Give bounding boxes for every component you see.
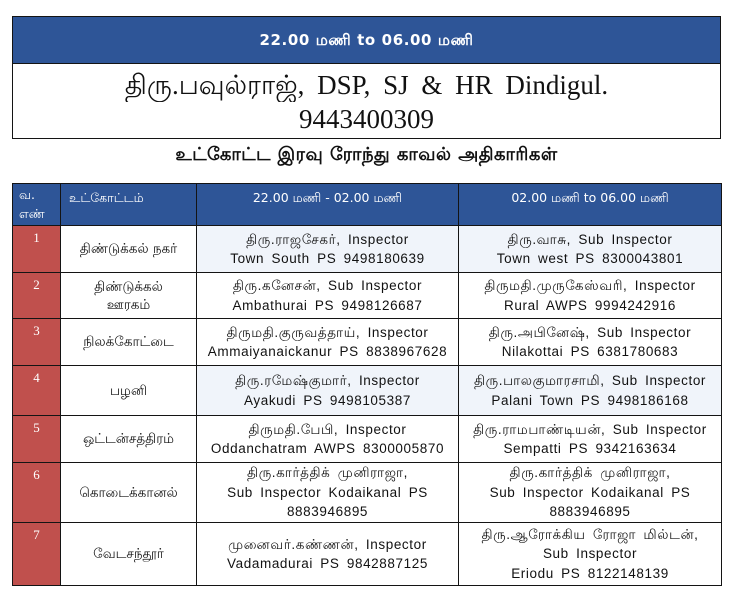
subdivision-name: வேடசந்தூர் <box>93 546 164 562</box>
officer-name-line: திருமதி.குருவத்தாய், Inspector <box>226 324 429 340</box>
table-row <box>13 416 722 463</box>
shift-banner <box>12 16 721 139</box>
shift-1-officer-cell <box>197 226 459 273</box>
shift-2-officer-cell <box>459 416 722 463</box>
serial-number: 2 <box>33 277 40 292</box>
officer-name-line: திரு.ராஜசேகர், Inspector <box>246 231 409 247</box>
officer-name-line: திரு.ரமேஷ்குமார், Inspector <box>235 373 420 388</box>
serial-number-cell <box>13 273 61 319</box>
officer-name-line: திரு.ராமபாண்டியன், Sub Inspector <box>473 421 707 437</box>
officer-station-line: Ayakudi PS 9498105387 <box>244 392 411 408</box>
subdivision-cell <box>61 416 197 463</box>
serial-number-cell <box>13 226 61 273</box>
officer-station-line: Oddanchatram AWPS 8300005870 <box>210 441 445 456</box>
officer-name-line: திருமதி.முருகேஸ்வரி, Inspector <box>484 278 696 293</box>
serial-number-cell <box>13 366 61 416</box>
shift-2-officer-cell <box>459 463 722 523</box>
officer-station-line: Vadamadurai PS 9842887125 <box>227 556 428 571</box>
officer-station-line: Rural AWPS 9994242916 <box>504 297 676 313</box>
banner-officer-box <box>13 64 720 138</box>
serial-number: 6 <box>33 467 40 482</box>
subdivision-name: நிலக்கோட்டை <box>83 334 174 350</box>
table-header-row <box>13 184 722 226</box>
officer-station-line: Ammaiyanaickanur PS 8838967628 <box>207 344 448 359</box>
serial-number: 4 <box>33 370 40 385</box>
officer-station-line: Sub Inspector Kodaikanal PS <box>489 484 691 500</box>
serial-number: 3 <box>33 323 40 338</box>
header-shift-1: 22.00 மணி - 02.00 மணி <box>197 184 459 226</box>
serial-number: 1 <box>33 230 40 245</box>
table-row <box>13 523 722 586</box>
subdivision-cell <box>61 273 197 319</box>
officer-station-line: Sub Inspector Kodaikanal PS <box>227 484 428 500</box>
subdivision-cell <box>61 523 197 586</box>
header-serial-line: எண் <box>19 206 45 221</box>
table-row <box>13 273 722 319</box>
shift-1-officer-cell <box>197 523 459 586</box>
officer-name-line: திரு.அபினேஷ், Sub Inspector <box>488 324 692 340</box>
subdivision-cell <box>61 319 197 366</box>
officer-station-line: Town South PS 9498180639 <box>230 251 425 266</box>
officers-table <box>12 183 722 586</box>
header-serial-line: வ. <box>19 187 35 202</box>
officer-phone-line: 8883946895 <box>549 504 631 520</box>
table-row <box>13 319 722 366</box>
shift-2-officer-cell <box>459 366 722 416</box>
officer-station-line: Ambathurai PS 9498126687 <box>232 297 423 313</box>
page-heading: உட்கோட்ட இரவு ரோந்து காவல் அதிகாரிகள் <box>175 144 558 165</box>
officer-station-line: Palani Town PS 9498186168 <box>491 392 689 408</box>
header-serial-no <box>13 184 61 226</box>
shift-2-officer-cell <box>459 273 722 319</box>
officer-rank-line: Sub Inspector <box>542 546 638 562</box>
shift-1-officer-cell <box>197 416 459 463</box>
header-shift-2: 02.00 மணி to 06.00 மணி <box>459 184 722 226</box>
officer-station-line: Nilakottai PS 6381780683 <box>501 344 679 359</box>
serial-number-cell <box>13 319 61 366</box>
shift-1-officer-cell <box>197 463 459 523</box>
shift-2-officer-cell <box>459 319 722 366</box>
serial-number-cell <box>13 523 61 586</box>
shift-2-officer-cell <box>459 226 722 273</box>
subdivision-name: திண்டுக்கல் நகர் <box>79 241 178 257</box>
officer-name-line: திரு.கார்த்திக் முனிராஜா, <box>509 465 671 481</box>
shift-2-officer-cell <box>459 523 722 586</box>
table-header <box>13 184 722 226</box>
banner-officer-name: திரு.பவுல்ராஜ், DSP, SJ & HR Dindigul. <box>124 70 609 100</box>
shift-1-officer-cell <box>197 319 459 366</box>
table-row <box>13 366 722 416</box>
subdivision-name: ஒட்டன்சத்திரம் <box>82 431 175 447</box>
subdivision-cell <box>61 463 197 523</box>
officer-station-line: Sempatti PS 9342163634 <box>503 441 677 456</box>
table-row <box>13 226 722 273</box>
shift-1-officer-cell <box>197 366 459 416</box>
officer-name-line: திரு.கார்த்திக் முனிராஜா, <box>247 465 408 481</box>
subdivision-name: பழனி <box>109 382 148 399</box>
officer-name-line: திரு.கனேசன், Sub Inspector <box>232 278 423 293</box>
serial-number-cell <box>13 463 61 523</box>
table-body <box>13 226 722 586</box>
shift-1-officer-cell <box>197 273 459 319</box>
subdivision-name: கொடைக்கானல் <box>79 484 178 501</box>
officer-name-line: திருமதி.பேபி, Inspector <box>248 421 407 437</box>
officer-station-line: Town west PS 8300043801 <box>496 251 684 266</box>
subdivision-name: திண்டுக்கல் <box>94 278 163 295</box>
subdivision-cell <box>61 366 197 416</box>
subdivision-name: ஊரகம் <box>106 296 151 313</box>
officer-name-line: திரு.ஆரோக்கிய ரோஜா மில்டன், <box>481 526 699 542</box>
banner-time-range: 22.00 மணி to 06.00 மணி <box>13 17 720 64</box>
banner-phone-number: 9443400309 <box>299 104 434 134</box>
table-row <box>13 463 722 523</box>
officer-phone-line: 8883946895 <box>286 504 369 520</box>
officer-name-line: திரு.வாசு, Sub Inspector <box>507 231 673 247</box>
serial-number: 5 <box>33 420 40 435</box>
subdivision-cell <box>61 226 197 273</box>
serial-number-cell <box>13 416 61 463</box>
officer-station-line: Eriodu PS 8122148139 <box>511 565 669 581</box>
serial-number: 7 <box>33 527 40 542</box>
officer-name-line: முனைவர்.கண்ணன், Inspector <box>228 536 427 552</box>
officer-name-line: திரு.பாலகுமாரசாமி, Sub Inspector <box>473 373 707 388</box>
header-subdivision: உட்கோட்டம் <box>61 184 197 226</box>
